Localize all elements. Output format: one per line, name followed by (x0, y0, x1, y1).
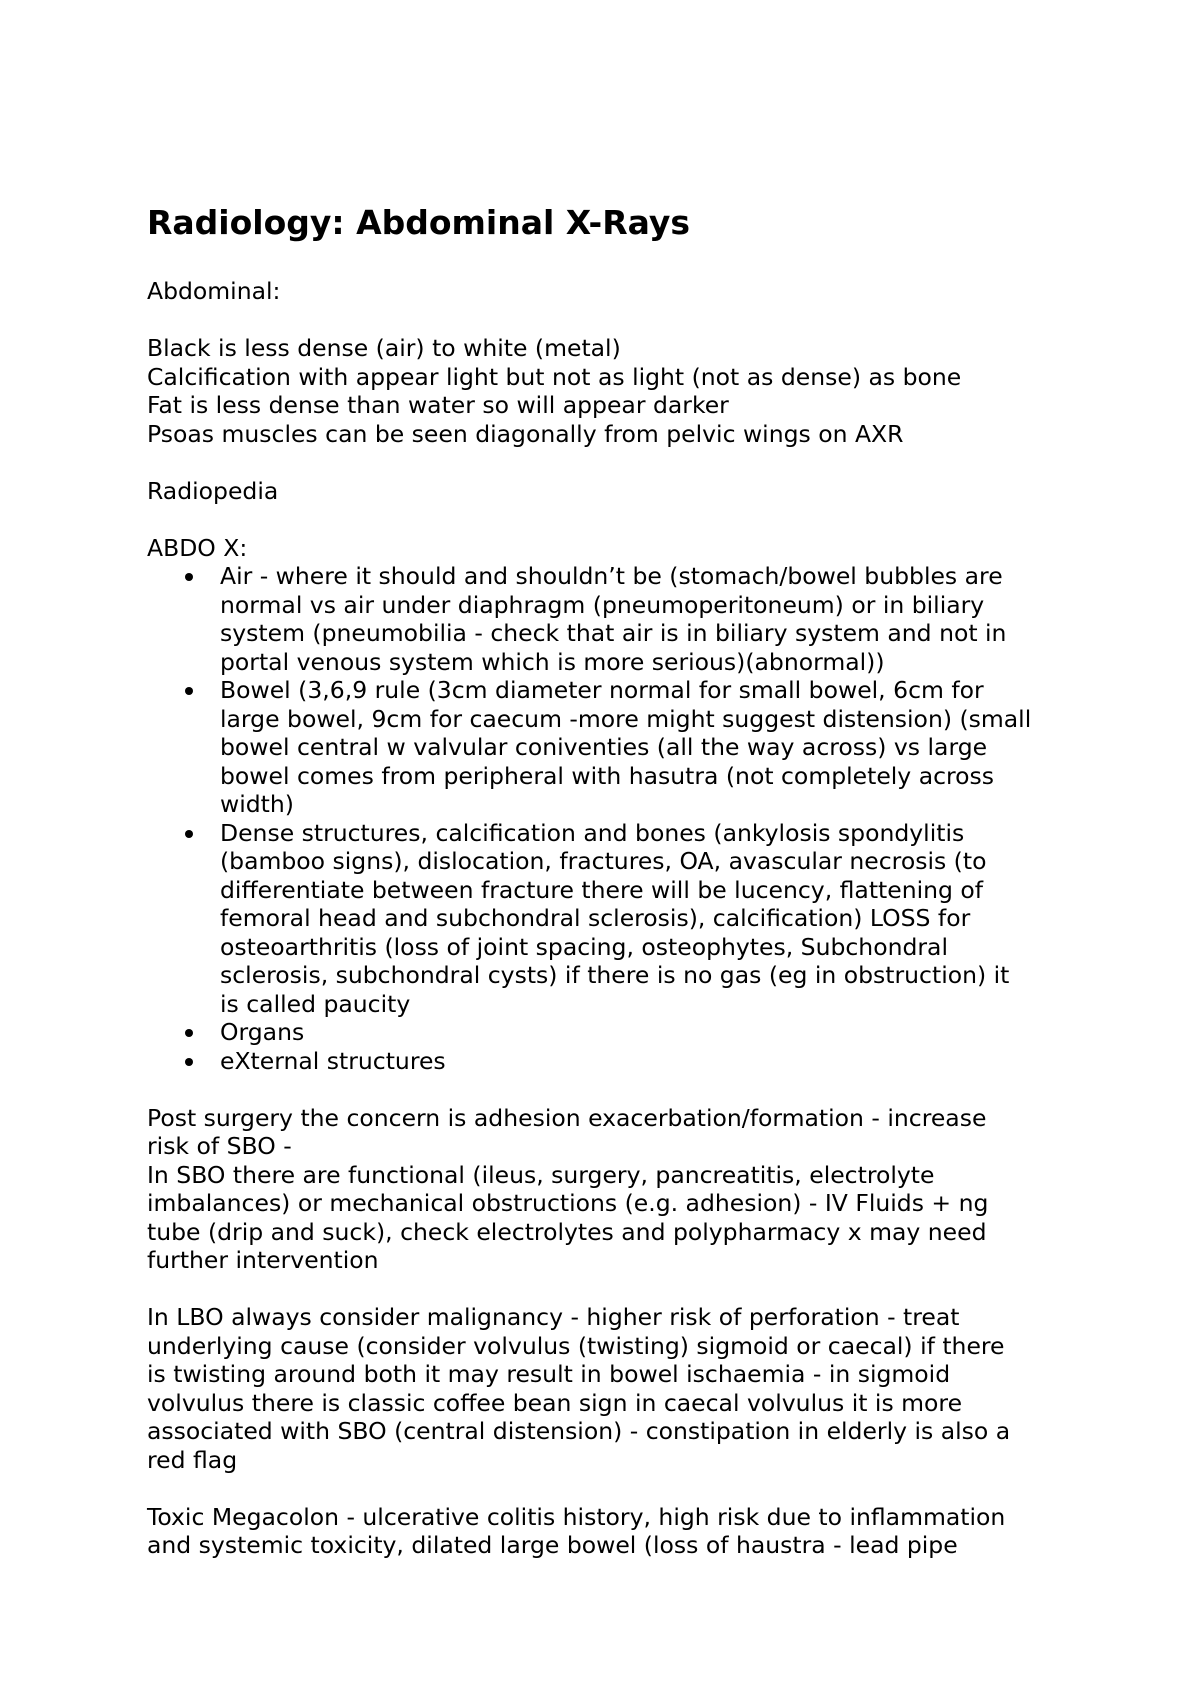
bullet-item-organs: Organs (147, 1018, 1077, 1047)
bullet-icon (185, 1029, 193, 1037)
intro-line: Fat is less dense than water so will appear darker (147, 391, 729, 419)
bullet-item-air: Air - where it should and shouldn’t be (stomach/bowel bubbles are normal vs air under diaphragm (pneumoperitoneum) or in biliary system (pneumobilia - check that air is in biliary system and not in portal venous system which is more serious)(abnormal)) (147, 562, 1077, 676)
bullet-item-bowel: Bowel (3,6,9 rule (3cm diameter normal for small bowel, 6cm for large bowel, 9cm for caecum -more might suggest distension) (small bowel central w valvular coniventies (all the way across) vs large bowel comes from peripheral with hasutra (not completely across width) (147, 676, 1077, 819)
source-label: Radiopedia (147, 476, 279, 505)
intro-line: Psoas muscles can be seen diagonally from pelvic wings on AXR (147, 419, 904, 448)
abdo-bullet-list (147, 562, 1077, 1075)
abdominal-heading: Abdominal: (147, 277, 281, 305)
bullet-icon (185, 687, 193, 695)
megacolon-paragraph: Toxic Megacolon - ulcerative colitis history, high risk due to inflammation and systemic toxicity, dilated large bowel (loss of haustra - lead pipe (147, 1502, 1006, 1559)
document-body (147, 203, 1077, 1560)
bullet-item-dense-structures: Dense structures, calcification and bones (ankylosis spondylitis (bamboo signs), dislocation, fractures, OA, avascular necrosis (to differentiate between fracture there will be lucency, flattening of femoral head and subchondral sclerosis), calcification) LOSS for osteoarthritis (loss of joint spacing, osteophytes, Subchondral sclerosis, subchondral cysts) if there is no gas (eg in obstruction) it is called paucity (147, 819, 1077, 1019)
bullet-item-external-structures: eXternal structures (147, 1047, 1077, 1076)
intro-line: Calcification with appear light but not as light (not as dense) as bone (147, 362, 962, 391)
intro-line: Black is less dense (air) to white (metal) (147, 334, 621, 362)
abdo-heading: ABDO X: (147, 533, 248, 562)
lbo-paragraph: In LBO always consider malignancy - higher risk of perforation - treat underlying cause (consider volvulus (twisting) sigmoid or caecal) if there is twisting around both it may result in bowel ischaemia - in sigmoid volvulus there is classic coffee bean sign in caecal volvulus it is more associated with SBO (central distension) - constipation in elderly is also a red flag (147, 1303, 1011, 1474)
document-title: Radiology: Abdominal X-Rays (147, 203, 691, 242)
bullet-icon (185, 573, 193, 581)
sbo-paragraph: Post surgery the concern is adhesion exacerbation/formation - increase risk of SBO - In SBO there are functional (ileus, surgery, pancreatitis, electrolyte imbalances) or mechanical obstructions (e.g. adhesion) - IV Fluids + ng tube (drip and suck), check electrolytes and polypharmacy x may need further intervention (147, 1103, 989, 1274)
bullet-icon (185, 1058, 193, 1066)
bullet-icon (185, 830, 193, 838)
intro-paragraph (147, 334, 1077, 448)
